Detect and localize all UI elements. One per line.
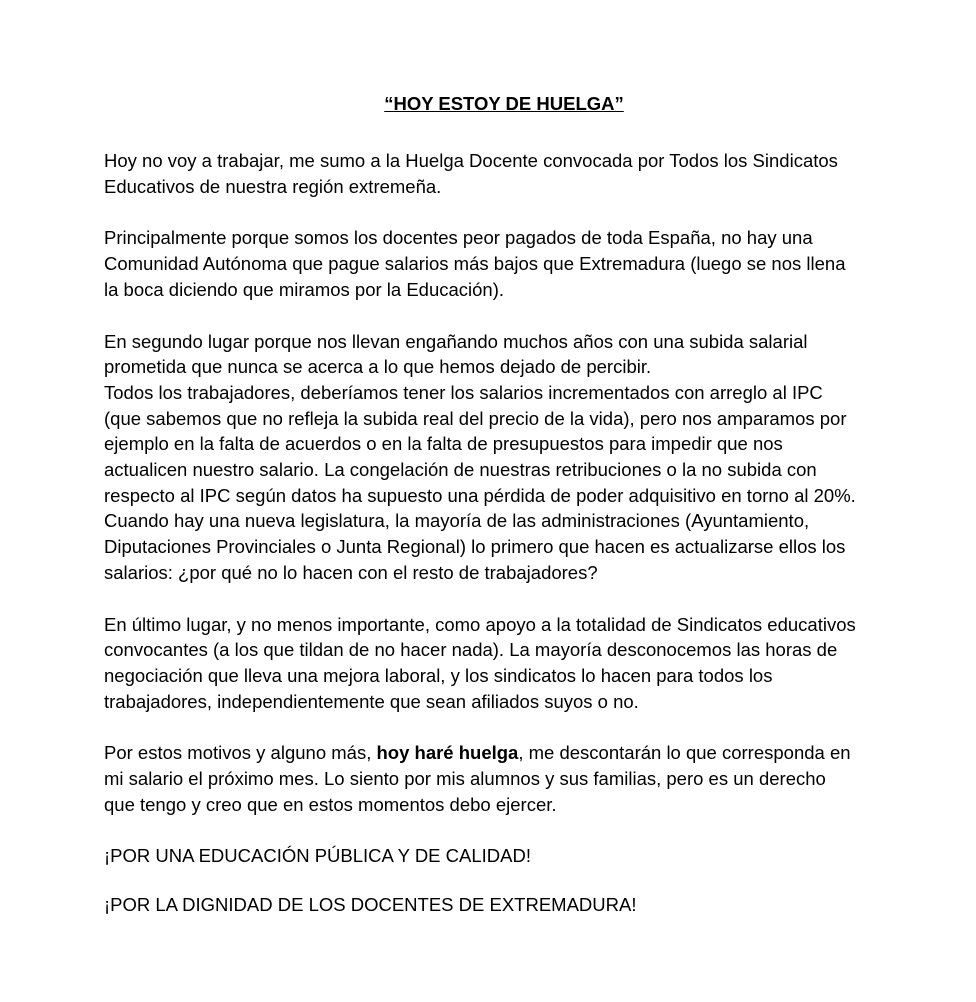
paragraph-reason-1 — [104, 225, 904, 302]
text-line: trabajadores, independientemente que sean afiliados suyos o no. — [104, 690, 639, 712]
text-line: Diputaciones Provinciales o Junta Regional) lo primero que hacen es actualizarse ellos los — [104, 536, 846, 558]
text-line: mi salario el próximo mes. Lo siento por mis alumnos y sus familias, pero es un derecho — [104, 768, 826, 790]
document-title: “HOY ESTOY DE HUELGA” — [384, 93, 624, 114]
text-line: En último lugar, y no menos importante, como apoyo a la totalidad de Sindicatos educativos — [104, 613, 856, 635]
text-line: que tengo y creo que en estos momentos debo ejercer. — [104, 793, 557, 815]
text-line: ejemplo en la falta de acuerdos o en la falta de presupuestos para impedir que nos — [104, 433, 783, 455]
slogan-public-education: ¡POR UNA EDUCACIÓN PÚBLICA Y DE CALIDAD! — [104, 845, 531, 867]
text-line: Cuando hay una nueva legislatura, la mayoría de las administraciones (Ayuntamiento, — [104, 510, 810, 532]
paragraph-reason-2 — [104, 329, 904, 586]
text-line: Comunidad Autónoma que pague salarios más bajos que Extremadura (luego se nos llena — [104, 253, 846, 275]
text-line: En segundo lugar porque nos llevan engañando muchos años con una subida salarial — [104, 330, 808, 352]
text-line: (que sabemos que no refleja la subida real del precio de la vida), pero nos amparamos por — [104, 407, 847, 429]
paragraph-reason-3 — [104, 612, 904, 715]
text-line: salarios: ¿por qué no lo hacen con el resto de trabajadores? — [104, 561, 598, 583]
text-line: Hoy no voy a trabajar, me sumo a la Huelga Docente convocada por Todos los Sindicatos — [104, 150, 838, 171]
text-line: convocantes (a los que tildan de no hacer nada). La mayoría desconocemos las horas de — [104, 639, 838, 661]
slogan-teacher-dignity: ¡POR LA DIGNIDAD DE LOS DOCENTES DE EXTREMADURA! — [104, 894, 637, 916]
document-page — [104, 92, 904, 941]
paragraph-intro — [104, 148, 904, 199]
text-line: Principalmente porque somos los docentes peor pagados de toda España, no hay una — [104, 227, 813, 249]
text-line: respecto al IPC según datos ha supuesto una pérdida de poder adquisitivo en torno al 20%. — [104, 484, 856, 506]
text-line: actualicen nuestro salario. La congelación de nuestras retribuciones o la no subida con — [104, 459, 817, 481]
text-line — [104, 740, 904, 766]
text-line: negociación que lleva una mejora laboral, y los sindicatos lo hacen para todos los — [104, 664, 773, 686]
conclusion-text: , me descontarán lo que corresponda en — [518, 742, 851, 764]
text-line: Educativos de nuestra región extremeña. — [104, 175, 442, 197]
strike-emphasis: hoy haré huelga — [376, 742, 519, 764]
text-line: prometida que nunca se acerca a lo que hemos dejado de percibir. — [104, 356, 652, 378]
text-line: Todos los trabajadores, deberíamos tener los salarios incrementados con arreglo al IPC — [104, 381, 823, 403]
text-line: la boca diciendo que miramos por la Educación). — [104, 278, 505, 300]
conclusion-text: Por estos motivos y alguno más, — [104, 742, 377, 764]
paragraph-conclusion — [104, 740, 904, 817]
